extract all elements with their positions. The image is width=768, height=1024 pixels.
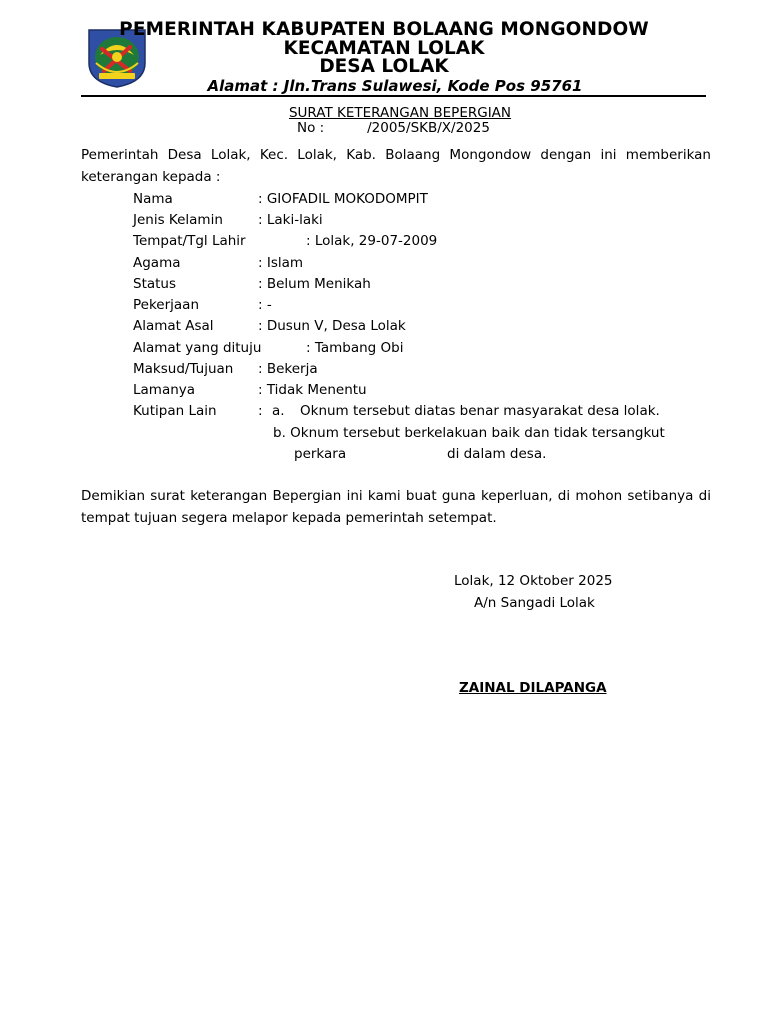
field-value-agama: : Islam <box>258 255 304 271</box>
field-value-status: : Belum Menikah <box>258 276 371 292</box>
field-value-tempat-tgl-lahir: : Lolak, 29-07-2009 <box>306 233 438 249</box>
note-b-line1: b. Oknum tersebut berkelakuan baik dan tidak tersangkut <box>273 425 665 441</box>
letter-title: SURAT KETERANGAN BEPERGIAN <box>288 105 512 121</box>
field-value-jenis-kelamin: : Laki-laki <box>258 212 323 228</box>
note-b-line2-end: di dalam desa. <box>447 446 547 462</box>
field-value-alamat-asal: : Dusun V, Desa Lolak <box>258 318 406 334</box>
header-district-name: KECAMATAN LOLAK <box>283 38 485 59</box>
letter-closing-paragraph: Demikian surat keterangan Bepergian ini kami buat guna keperluan, di mohon setibanya di tempat tujuan segera melapor kepada pemerintah setempat. <box>81 488 711 526</box>
field-label-lamanya: Lamanya <box>133 382 196 398</box>
field-label-maksud-tujuan: Maksud/Tujuan <box>133 361 234 377</box>
header-village-name: DESA LOLAK <box>319 56 449 77</box>
signature-place-date: Lolak, 12 Oktober 2025 <box>454 573 613 589</box>
note-a-marker: a. <box>272 403 285 419</box>
letter-intro-paragraph: Pemerintah Desa Lolak, Kec. Lolak, Kab. Bolaang Mongondow dengan ini memberikan keterangan kepada : <box>81 147 711 185</box>
field-label-jenis-kelamin: Jenis Kelamin <box>133 212 223 228</box>
field-value-pekerjaan: : - <box>258 297 272 313</box>
field-label-pekerjaan: Pekerjaan <box>133 297 200 313</box>
field-value-lamanya: : Tidak Menentu <box>258 382 367 398</box>
field-value-nama: : GIOFADIL MOKODOMPIT <box>258 191 428 207</box>
signature-name: ZAINAL DILAPANGA <box>459 680 607 696</box>
header-divider <box>81 95 706 97</box>
field-label-status: Status <box>133 276 177 292</box>
header-government-name: PEMERINTAH KABUPATEN BOLAANG MONGONDOW <box>119 19 649 40</box>
field-label-alamat-tujuan: Alamat yang dituju <box>133 340 262 356</box>
field-value-alamat-tujuan: : Tambang Obi <box>306 340 404 356</box>
field-label-agama: Agama <box>133 255 181 271</box>
field-label-kutipan-lain: Kutipan Lain <box>133 403 217 419</box>
field-label-alamat-asal: Alamat Asal <box>133 318 214 334</box>
field-value-maksud-tujuan: : Bekerja <box>258 361 318 377</box>
note-b-line2-start: perkara <box>294 446 347 462</box>
field-label-nama: Nama <box>133 191 173 207</box>
header-address: Alamat : Jln.Trans Sulawesi, Kode Pos 95761 <box>207 77 583 95</box>
letter-number: No : /2005/SKB/X/2025 <box>297 120 490 136</box>
note-a-text: Oknum tersebut diatas benar masyarakat desa lolak. <box>300 403 660 419</box>
field-label-tempat-tgl-lahir: Tempat/Tgl Lahir <box>133 233 246 249</box>
signature-on-behalf: A/n Sangadi Lolak <box>474 595 595 611</box>
field-value-kutipan-lain: : <box>258 403 263 419</box>
